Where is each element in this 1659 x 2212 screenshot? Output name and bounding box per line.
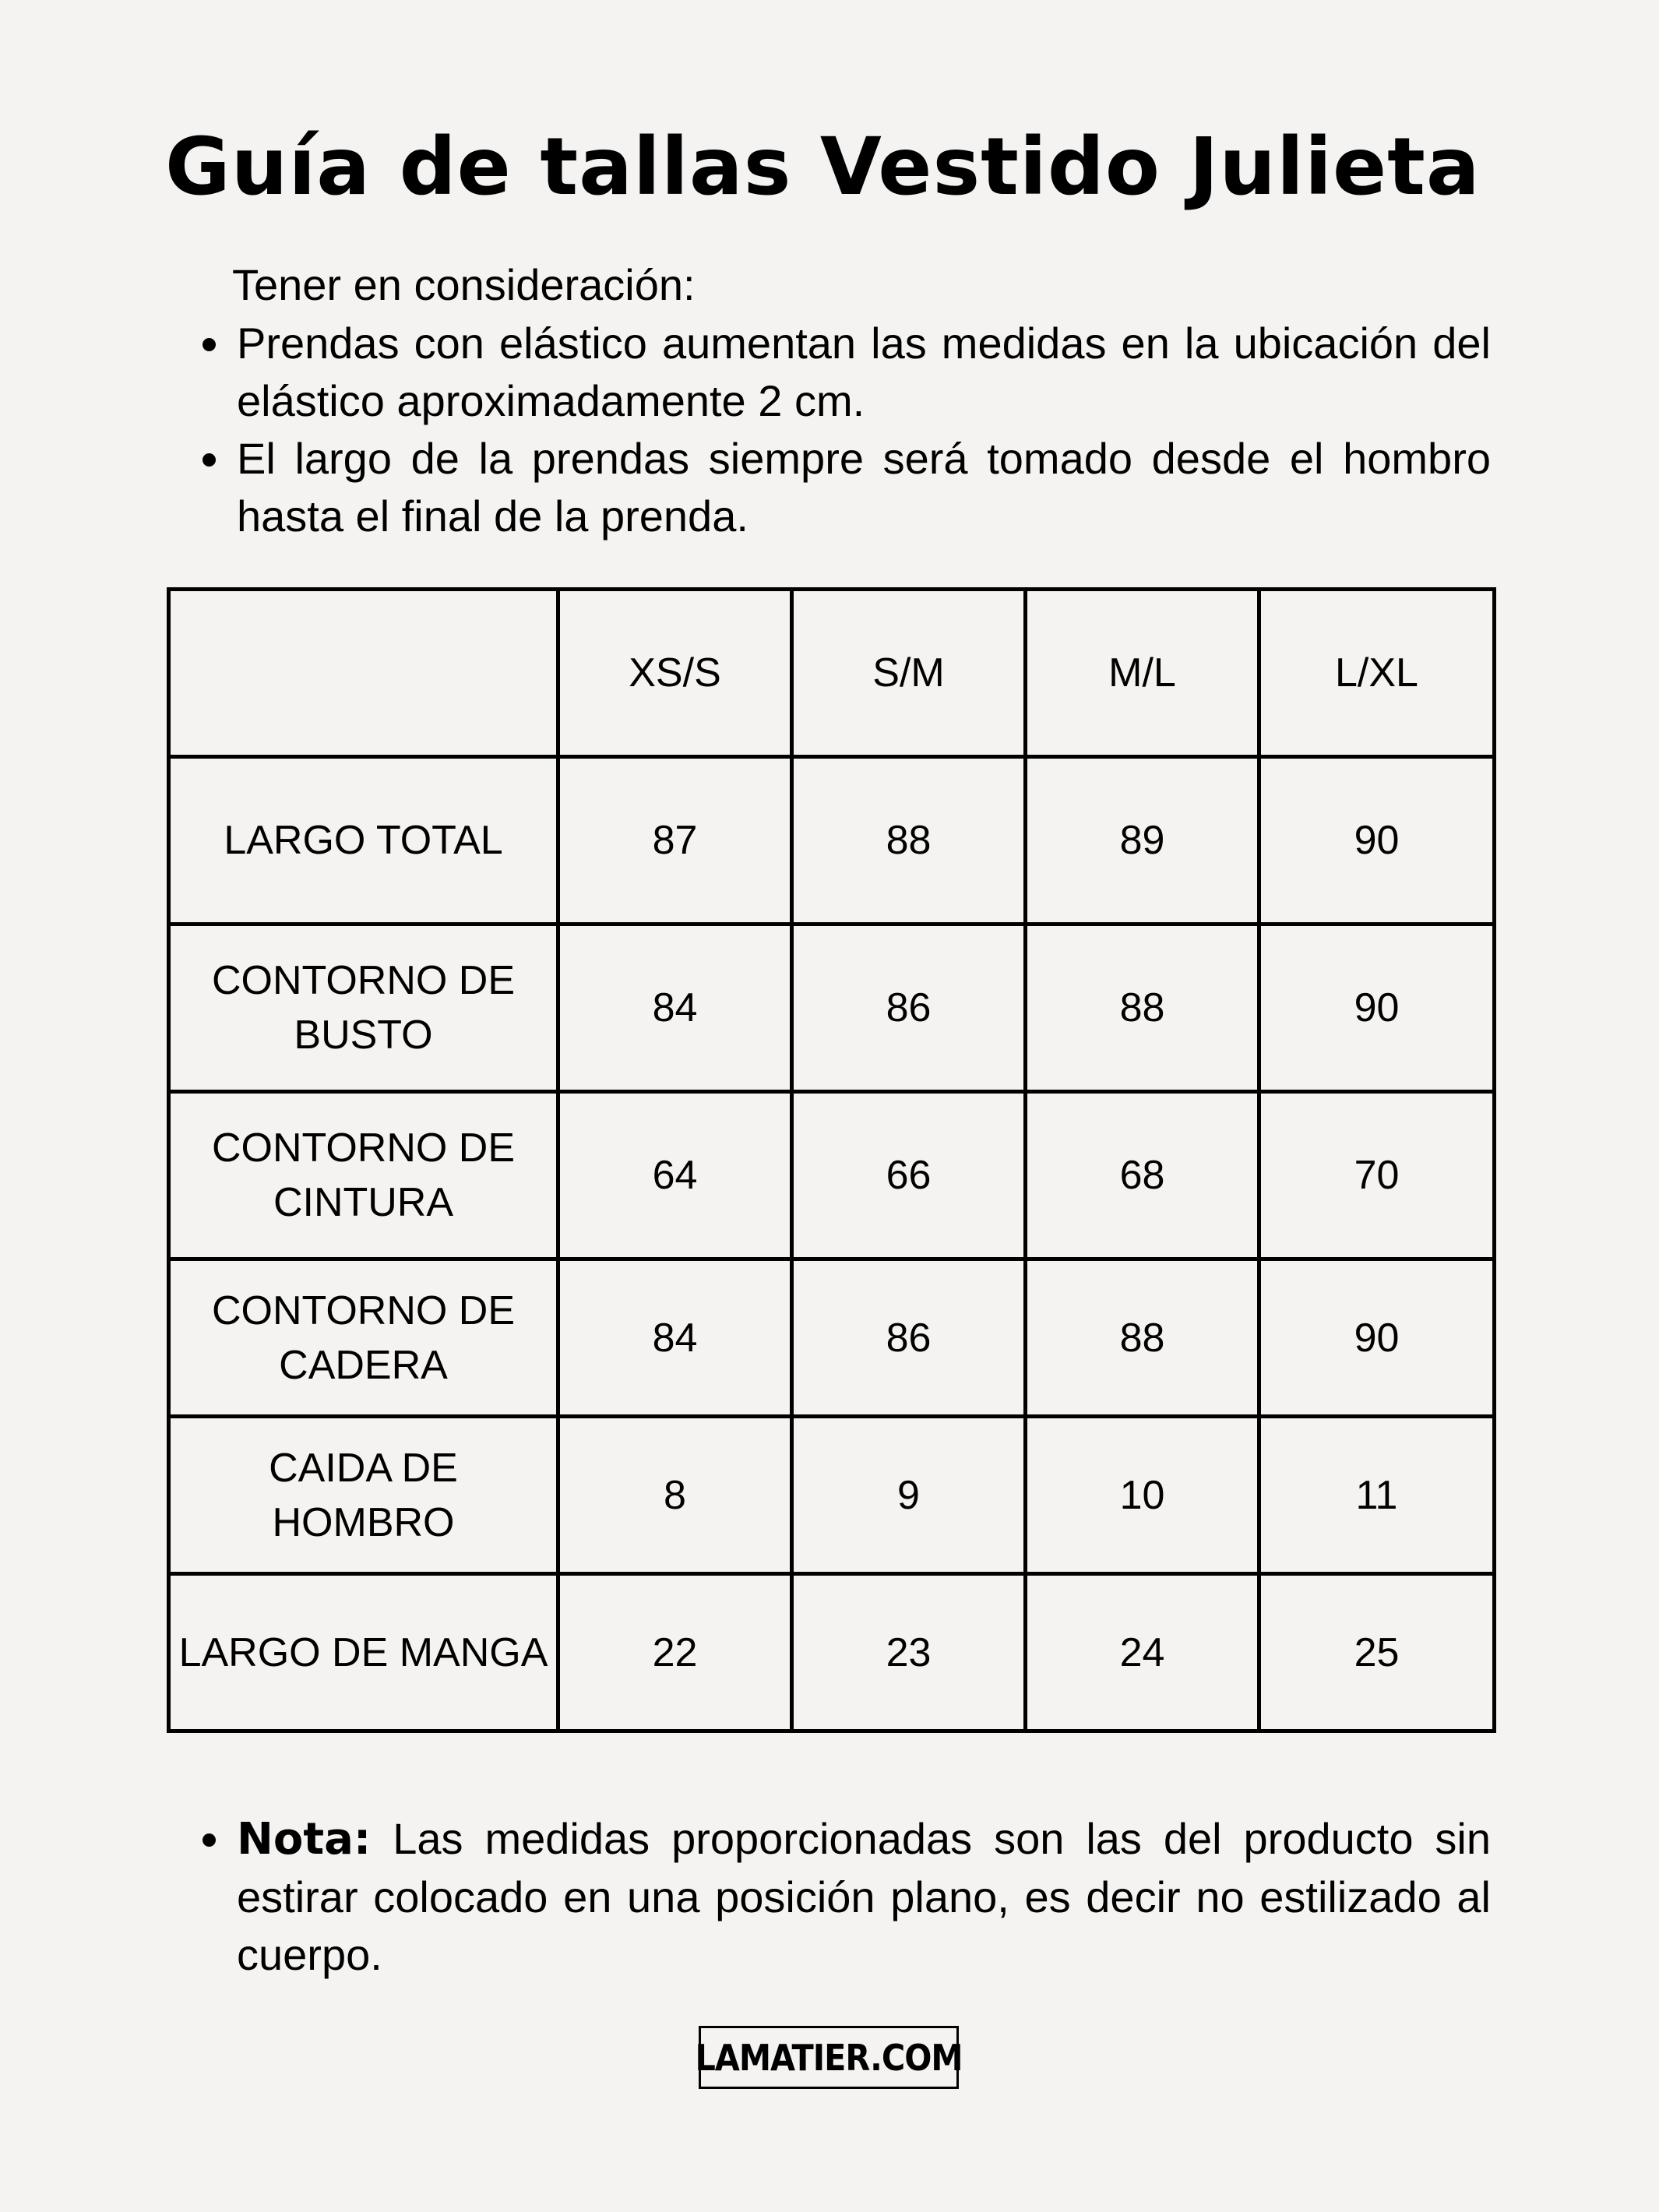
table-cell: 89 — [1026, 757, 1259, 925]
table-cell: 66 — [792, 1092, 1026, 1259]
table-header-cell: XS/S — [558, 590, 792, 757]
table-cell: 70 — [1259, 1092, 1495, 1259]
page-title: Guía de tallas Vestido Julieta — [165, 121, 1481, 213]
note-label: Nota: — [237, 1814, 372, 1865]
table-cell: 84 — [558, 925, 792, 1092]
table-cell: 87 — [558, 757, 792, 925]
table-cell: 64 — [558, 1092, 792, 1259]
note-text: Las medidas proporcionadas son las del producto sin estirar colocado en una posición plano, es decir no estilizado al cuerpo. — [237, 1814, 1491, 1979]
table-row — [169, 1092, 1495, 1259]
table-header-cell-empty — [169, 590, 558, 757]
table-header-row — [169, 590, 1495, 757]
table-cell: 86 — [792, 1259, 1026, 1417]
table-cell: 88 — [1026, 1259, 1259, 1417]
intro-text: Tener en consideración: — [232, 260, 696, 309]
list-item — [199, 430, 1491, 545]
row-label: CONTORNO DE BUSTO — [169, 925, 558, 1092]
table-row — [169, 925, 1495, 1092]
size-table — [167, 587, 1496, 1733]
table-cell: 24 — [1026, 1574, 1259, 1731]
bullet-icon — [203, 1833, 216, 1847]
table-cell: 10 — [1026, 1417, 1259, 1574]
row-label: LARGO TOTAL — [169, 757, 558, 925]
table-cell: 84 — [558, 1259, 792, 1417]
row-label: LARGO DE MANGA — [169, 1574, 558, 1731]
row-label: CONTORNO DE CINTURA — [169, 1092, 558, 1259]
table-cell: 90 — [1259, 757, 1495, 925]
list-item — [199, 315, 1491, 430]
table-cell: 68 — [1026, 1092, 1259, 1259]
row-label: CAIDA DE HOMBRO — [169, 1417, 558, 1574]
website-link[interactable]: LAMATIER.COM — [699, 2026, 959, 2089]
considerations-list — [199, 315, 1491, 545]
bullet-text: El largo de la prendas siempre será tomado desde el hombro hasta el final de la prenda. — [237, 434, 1491, 541]
bullet-icon — [203, 338, 216, 351]
table-header-cell: L/XL — [1259, 590, 1495, 757]
bullet-text: Prendas con elástico aumentan las medidas en la ubicación del elástico aproximadamente 2 cm. — [237, 319, 1491, 425]
table-cell: 88 — [1026, 925, 1259, 1092]
list-item — [199, 1810, 1491, 1984]
table-row — [169, 1574, 1495, 1731]
table-cell: 8 — [558, 1417, 792, 1574]
table-cell: 25 — [1259, 1574, 1495, 1731]
table-cell: 9 — [792, 1417, 1026, 1574]
table-row — [169, 757, 1495, 925]
table-cell: 22 — [558, 1574, 792, 1731]
table-header-cell: S/M — [792, 590, 1026, 757]
table-cell: 11 — [1259, 1417, 1495, 1574]
table-row — [169, 1259, 1495, 1417]
table-cell: 23 — [792, 1574, 1026, 1731]
table-cell: 90 — [1259, 1259, 1495, 1417]
note-list — [199, 1810, 1491, 1984]
table-cell: 88 — [792, 757, 1026, 925]
row-label: CONTORNO DE CADERA — [169, 1259, 558, 1417]
table-row — [169, 1417, 1495, 1574]
table-cell: 90 — [1259, 925, 1495, 1092]
table-header-cell: M/L — [1026, 590, 1259, 757]
bullet-icon — [203, 453, 216, 467]
table-cell: 86 — [792, 925, 1026, 1092]
